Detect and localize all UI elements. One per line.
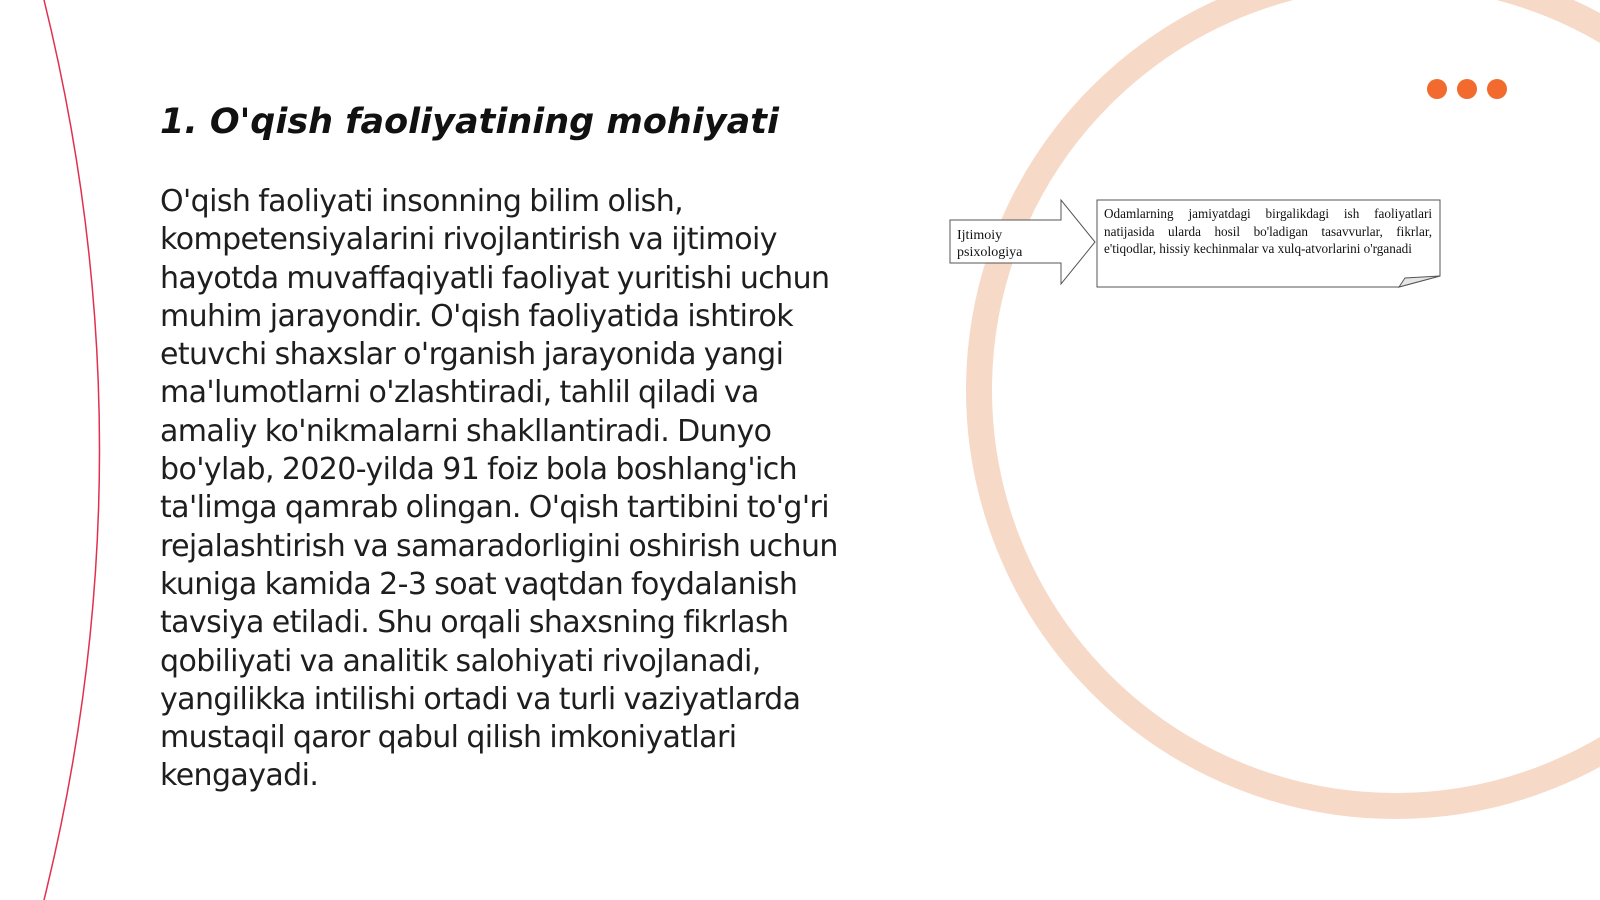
diagram-note-text: Odamlarning jamiyatdagi birgalikdagi ish faoliyatlari natijasida ularda hosil bo'ladigan tasavvurlar, fikrlar, e'tiqodlar, hissiy kechinmalar va xulq-atvorlarini o'rganadi [1104, 206, 1432, 256]
dot-icon [1427, 79, 1447, 99]
slide-body-text: O'qish faoliyati insonning bilim olish, kompetensiyalarini rivojlantirish va ijtimoiy hayotda muvaffaqiyatli faoliyat yuritishi uchun muhim jarayondir. O'qish faoliyatida ishtirok etuvchi shaxslar o'rganish jarayonida yangi ma'lumotlarni o'zlashtiradi, tahlil qiladi va amaliy ko'nikmalarni shakllantiradi. Dunyo bo'ylab, 2020-yilda 91 foiz bola boshlang'ich ta'limga qamrab olingan. O'qish tartibini to'g'ri rejalashtirish va samaradorligini oshirish uchun kuniga kamida 2-3 soat vaqtdan foydalanish tavsiya etiladi. Shu orqali shaxsning fikrlash qobiliyati va analitik salohiyati rivojlanadi, yangilikka intilishi ortadi va turli vaziyatlarda mustaqil qaror qabul qilish imkoniyatlari kengayadi. [160, 184, 838, 794]
note-fold-shape [1399, 276, 1440, 287]
decorative-ring [979, 0, 1600, 806]
left-accent-line [44, 0, 100, 900]
three-dots-icon [1427, 79, 1507, 99]
slide-title: 1. O'qish faoliyatining mohiyati [160, 102, 779, 142]
dot-icon [1457, 79, 1477, 99]
diagram-source-label: Ijtimoiy psixologiya [957, 228, 1023, 260]
dot-icon [1487, 79, 1507, 99]
